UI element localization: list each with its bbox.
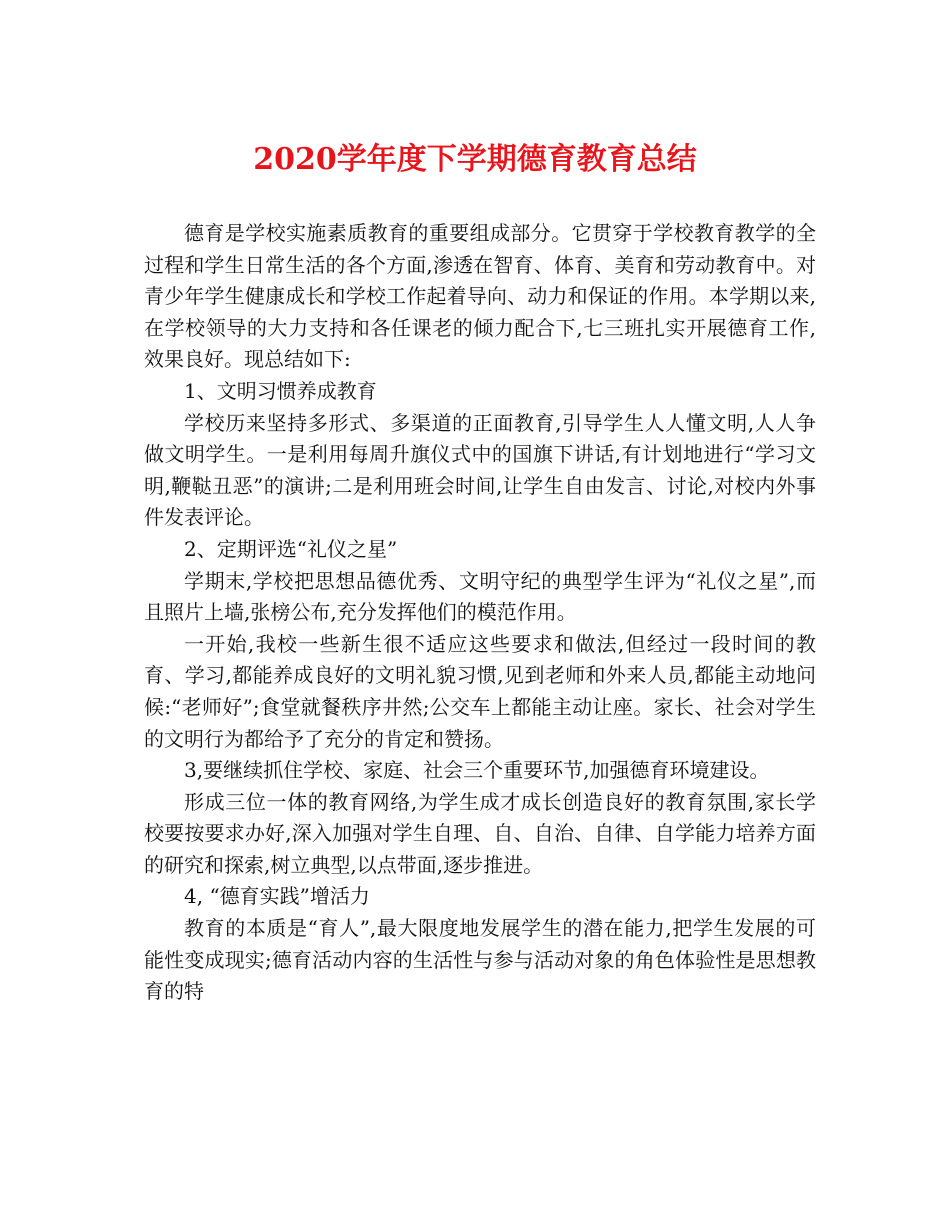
heading-section-2: 2、定期评选“礼仪之星” — [184, 536, 398, 561]
heading-section-3: 3,要继续抓住学校、家庭、社会三个重要环节,加强德育环境建设。 — [184, 758, 770, 783]
heading-section-1: 1、文明习惯养成教育 — [184, 378, 377, 403]
paragraph-section-4: 教育的本质是“育人”,最大限度地发展学生的潜在能力,把学生发展的可能性变成现实;德育活动内容的生活性与参与活动对象的角色体验性是思想教育的特 — [144, 916, 816, 1004]
paragraph-section-2: 学期末,学校把思想品德优秀、文明守纪的典型学生评为“礼仪之星”,而且照片上墙,张榜公布,充分发挥他们的模范作用。 — [144, 568, 816, 625]
paragraph-section-1: 学校历来坚持多形式、多渠道的正面教育,引导学生人人懂文明,人人争做文明学生。一是利用每周升旗仪式中的国旗下讲话,有计划地进行“学习文明,鞭鞑丑恶”的演讲;二是利用班会时间,让学生自由发言、讨论,对校内外事件发表评论。 — [144, 410, 816, 530]
document-body — [144, 218, 816, 1008]
paragraph-intro: 德育是学校实施素质教育的重要组成部分。它贯穿于学校教育教学的全过程和学生日常生活的各个方面,渗透在智育、体育、美育和劳动教育中。对青少年学生健康成长和学校工作起着导向、动力和保证的作用。本学期以来,在学校领导的大力支持和各任课老的倾力配合下,七三班扎实开展德育工作,效果良好。现总结如下: — [144, 221, 816, 372]
document-title: 2020学年度下学期德育教育总结 — [253, 142, 697, 177]
paragraph-section-3: 形成三位一体的教育网络,为学生成才成长创造良好的教育氛围,家长学校要按要求办好,深入加强对学生自理、自、自治、自律、自学能力培养方面的研究和探索,树立典型,以点带面,逐步推进。 — [144, 789, 816, 877]
paragraph-section-2-results: 一开始,我校一些新生很不适应这些要求和做法,但经过一段时间的教育、学习,都能养成良好的文明礼貌习惯,见到老师和外来人员,都能主动地问候:“老师好”;食堂就餐秩序井然;公交车上都能主动让座。家长、社会对学生的文明行为都给予了充分的肯定和赞扬。 — [144, 631, 816, 751]
heading-section-4: 4, “德育实践”增活力 — [184, 884, 370, 909]
